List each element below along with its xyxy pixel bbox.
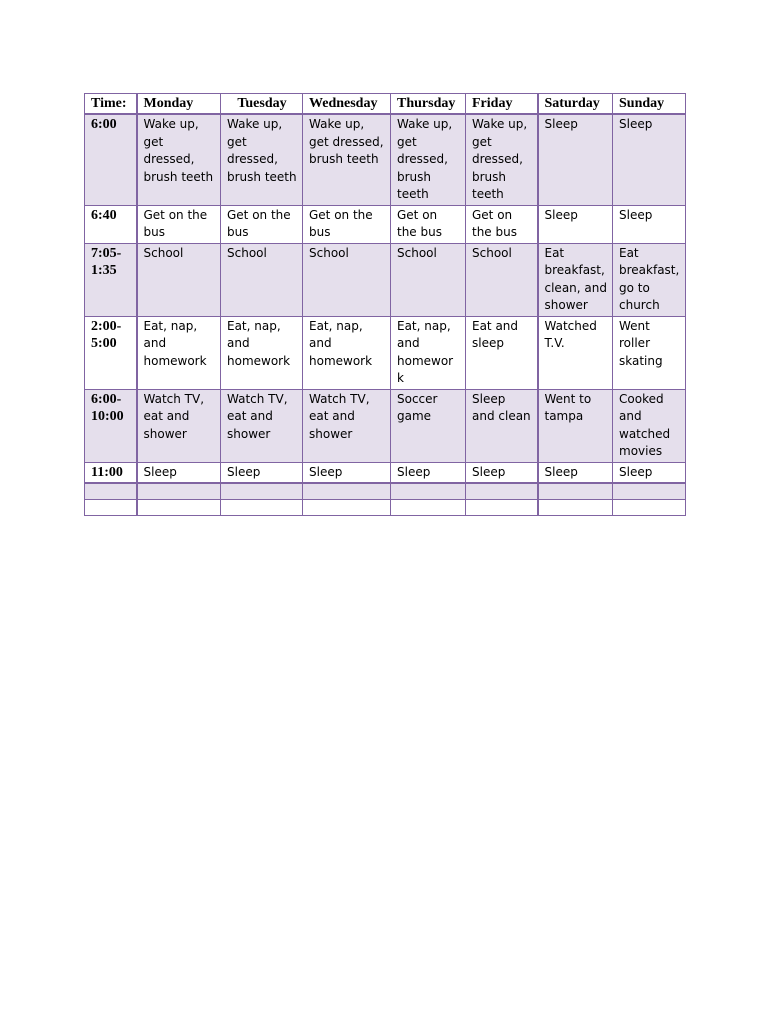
table-cell: School xyxy=(303,243,391,316)
table-cell: Sleep xyxy=(538,205,613,243)
table-cell: Wake up, get dressed, brush teeth xyxy=(221,114,303,205)
table-cell: Cooked and watched movies xyxy=(613,389,686,462)
table-cell: School xyxy=(221,243,303,316)
table-cell: Wake up, get dressed, brush teeth xyxy=(303,114,391,205)
table-cell: Get on the bus xyxy=(221,205,303,243)
table-cell: Went to tampa xyxy=(538,389,613,462)
table-cell: Eat, nap, and homework xyxy=(391,316,466,389)
empty-row xyxy=(85,483,686,500)
table-row xyxy=(85,114,686,205)
table-cell: Soccer game xyxy=(391,389,466,462)
empty-cell xyxy=(221,500,303,516)
table-row xyxy=(85,243,686,316)
empty-cell xyxy=(221,483,303,500)
header-thursday: Thursday xyxy=(391,94,466,115)
time-cell: 7:05-1:35 xyxy=(85,243,137,316)
empty-cell xyxy=(466,500,538,516)
header-row xyxy=(85,94,686,115)
header-saturday: Saturday xyxy=(538,94,613,115)
empty-cell xyxy=(137,483,221,500)
empty-cell xyxy=(85,500,137,516)
table-cell: Wake up, get dressed, brush teeth xyxy=(391,114,466,205)
table-cell: Sleep xyxy=(221,462,303,483)
table-row xyxy=(85,462,686,483)
header-monday: Monday xyxy=(137,94,221,115)
table-cell: Get on the bus xyxy=(391,205,466,243)
table-cell: Wake up, get dressed, brush teeth xyxy=(137,114,221,205)
empty-cell xyxy=(466,483,538,500)
empty-cell xyxy=(613,483,686,500)
empty-cell xyxy=(391,483,466,500)
table-cell: Eat, nap, and homework xyxy=(137,316,221,389)
table-cell: School xyxy=(137,243,221,316)
empty-cell xyxy=(303,483,391,500)
table-cell: Sleep xyxy=(391,462,466,483)
empty-cell xyxy=(613,500,686,516)
header-friday: Friday xyxy=(466,94,538,115)
table-cell: Watch TV, eat and shower xyxy=(221,389,303,462)
table-cell: Sleep xyxy=(137,462,221,483)
header-time: Time: xyxy=(85,94,137,115)
empty-cell xyxy=(538,500,613,516)
header-wednesday: Wednesday xyxy=(303,94,391,115)
table-cell: Watch TV, eat and shower xyxy=(137,389,221,462)
table-row xyxy=(85,316,686,389)
table-cell: Watch TV, eat and shower xyxy=(303,389,391,462)
table-cell: Wake up, get dressed, brush teeth xyxy=(466,114,538,205)
table-cell: Sleep and clean xyxy=(466,389,538,462)
time-cell: 11:00 xyxy=(85,462,137,483)
table-cell: Sleep xyxy=(538,462,613,483)
table-cell: Sleep xyxy=(613,114,686,205)
table-cell: Went roller skating xyxy=(613,316,686,389)
weekly-schedule-table xyxy=(84,93,686,516)
table-cell: School xyxy=(466,243,538,316)
time-cell: 6:00 xyxy=(85,114,137,205)
table-cell: Sleep xyxy=(613,205,686,243)
table-cell: Watched T.V. xyxy=(538,316,613,389)
table-row xyxy=(85,389,686,462)
empty-cell xyxy=(137,500,221,516)
header-tuesday: Tuesday xyxy=(221,94,303,115)
empty-cell xyxy=(85,483,137,500)
table-cell: Eat breakfast, go to church xyxy=(613,243,686,316)
table-cell: Sleep xyxy=(466,462,538,483)
table-cell: Eat, nap, and homework xyxy=(221,316,303,389)
empty-cell xyxy=(303,500,391,516)
time-cell: 6:40 xyxy=(85,205,137,243)
table-cell: Sleep xyxy=(538,114,613,205)
header-sunday: Sunday xyxy=(613,94,686,115)
time-cell: 6:00-10:00 xyxy=(85,389,137,462)
table-cell: Sleep xyxy=(613,462,686,483)
table-cell: Eat breakfast, clean, and shower xyxy=(538,243,613,316)
table-cell: Eat and sleep xyxy=(466,316,538,389)
table-cell: Get on the bus xyxy=(466,205,538,243)
table-cell: Eat, nap, and homework xyxy=(303,316,391,389)
table-row xyxy=(85,205,686,243)
time-cell: 2:00-5:00 xyxy=(85,316,137,389)
table-cell: Sleep xyxy=(303,462,391,483)
empty-row xyxy=(85,500,686,516)
table-cell: School xyxy=(391,243,466,316)
table-cell: Get on the bus xyxy=(303,205,391,243)
empty-cell xyxy=(538,483,613,500)
empty-cell xyxy=(391,500,466,516)
table-cell: Get on the bus xyxy=(137,205,221,243)
